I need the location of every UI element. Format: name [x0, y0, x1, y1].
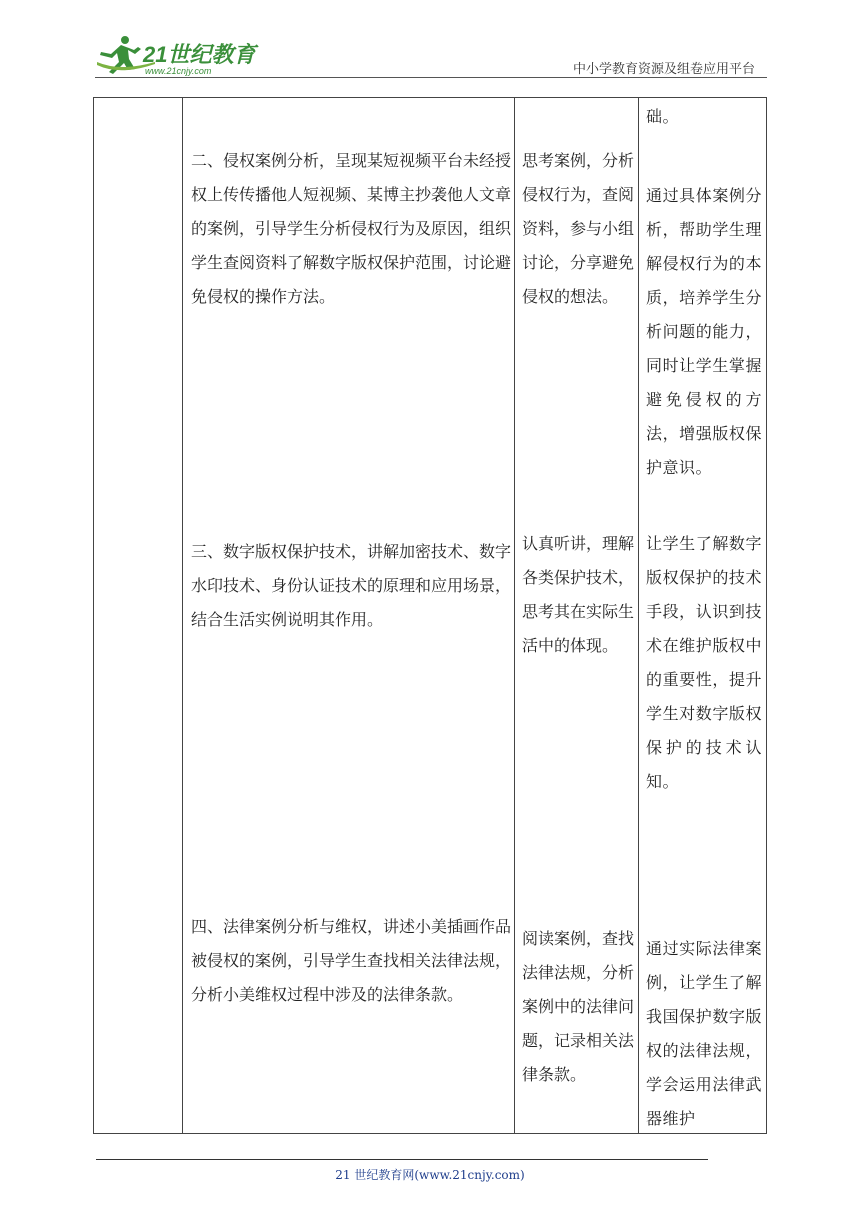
- intent-cell: 通过实际法律案例，让学生了解我国保护数字版权的法律法规，学会运用法律武器维护: [646, 939, 762, 1128]
- teacher-activity-cell: 三、数字版权保护技术，讲解加密技术、数字水印技术、身份认证技术的原理和应用场景，结合生活实例说明其作用。: [191, 542, 512, 629]
- footer-link[interactable]: 21 世纪教育网(www.21cnjy.com): [335, 1168, 525, 1182]
- intent-cell: 通过具体案例分析，帮助学生理解侵权行为的本质，培养学生分析问题的能力，同时让学生掌握避免侵权的方法，增强版权保护意识。: [646, 186, 762, 477]
- header-divider: [95, 77, 767, 78]
- page-header: [95, 30, 767, 78]
- intent-cell: 让学生了解数字版权保护的技术手段，认识到技术在维护版权中的重要性，提升学生对数字版权保护的技术认知。: [646, 534, 762, 791]
- teacher-activity-cell: 四、法律案例分析与维权，讲述小美插画作品被侵权的案例，引导学生查找相关法律法规，分析小美维权过程中涉及的法律条款。: [191, 917, 512, 1004]
- intent-cell: 础。: [646, 107, 680, 126]
- teacher-activity-cell: 二、侵权案例分析，呈现某短视频平台未经授权上传传播他人短视频、某博主抄袭他人文章的案例，引导学生分析侵权行为及原因，组织学生查阅资料了解数字版权保护范围，讨论避免侵权的操作方法。: [191, 151, 512, 306]
- student-activity-cell: 阅读案例，查找法律法规，分析案例中的法律问题，记录相关法律条款。: [522, 929, 635, 1084]
- svg-text:21世纪教育: 21世纪教育: [143, 42, 256, 67]
- lesson-table: [93, 97, 767, 1134]
- column-divider: [638, 98, 639, 1133]
- student-activity-cell: 认真听讲，理解各类保护技术，思考其在实际生活中的体现。: [522, 534, 635, 655]
- svg-text:www.21cnjy.com: www.21cnjy.com: [145, 66, 212, 76]
- site-logo: [95, 32, 265, 76]
- column-divider: [514, 98, 515, 1133]
- platform-title: 中小学教育资源及组卷应用平台: [572, 62, 755, 77]
- footer-divider: [96, 1159, 708, 1160]
- column-divider: [182, 98, 183, 1133]
- student-activity-cell: 思考案例，分析侵权行为，查阅资料，参与小组讨论，分享避免侵权的想法。: [522, 151, 635, 306]
